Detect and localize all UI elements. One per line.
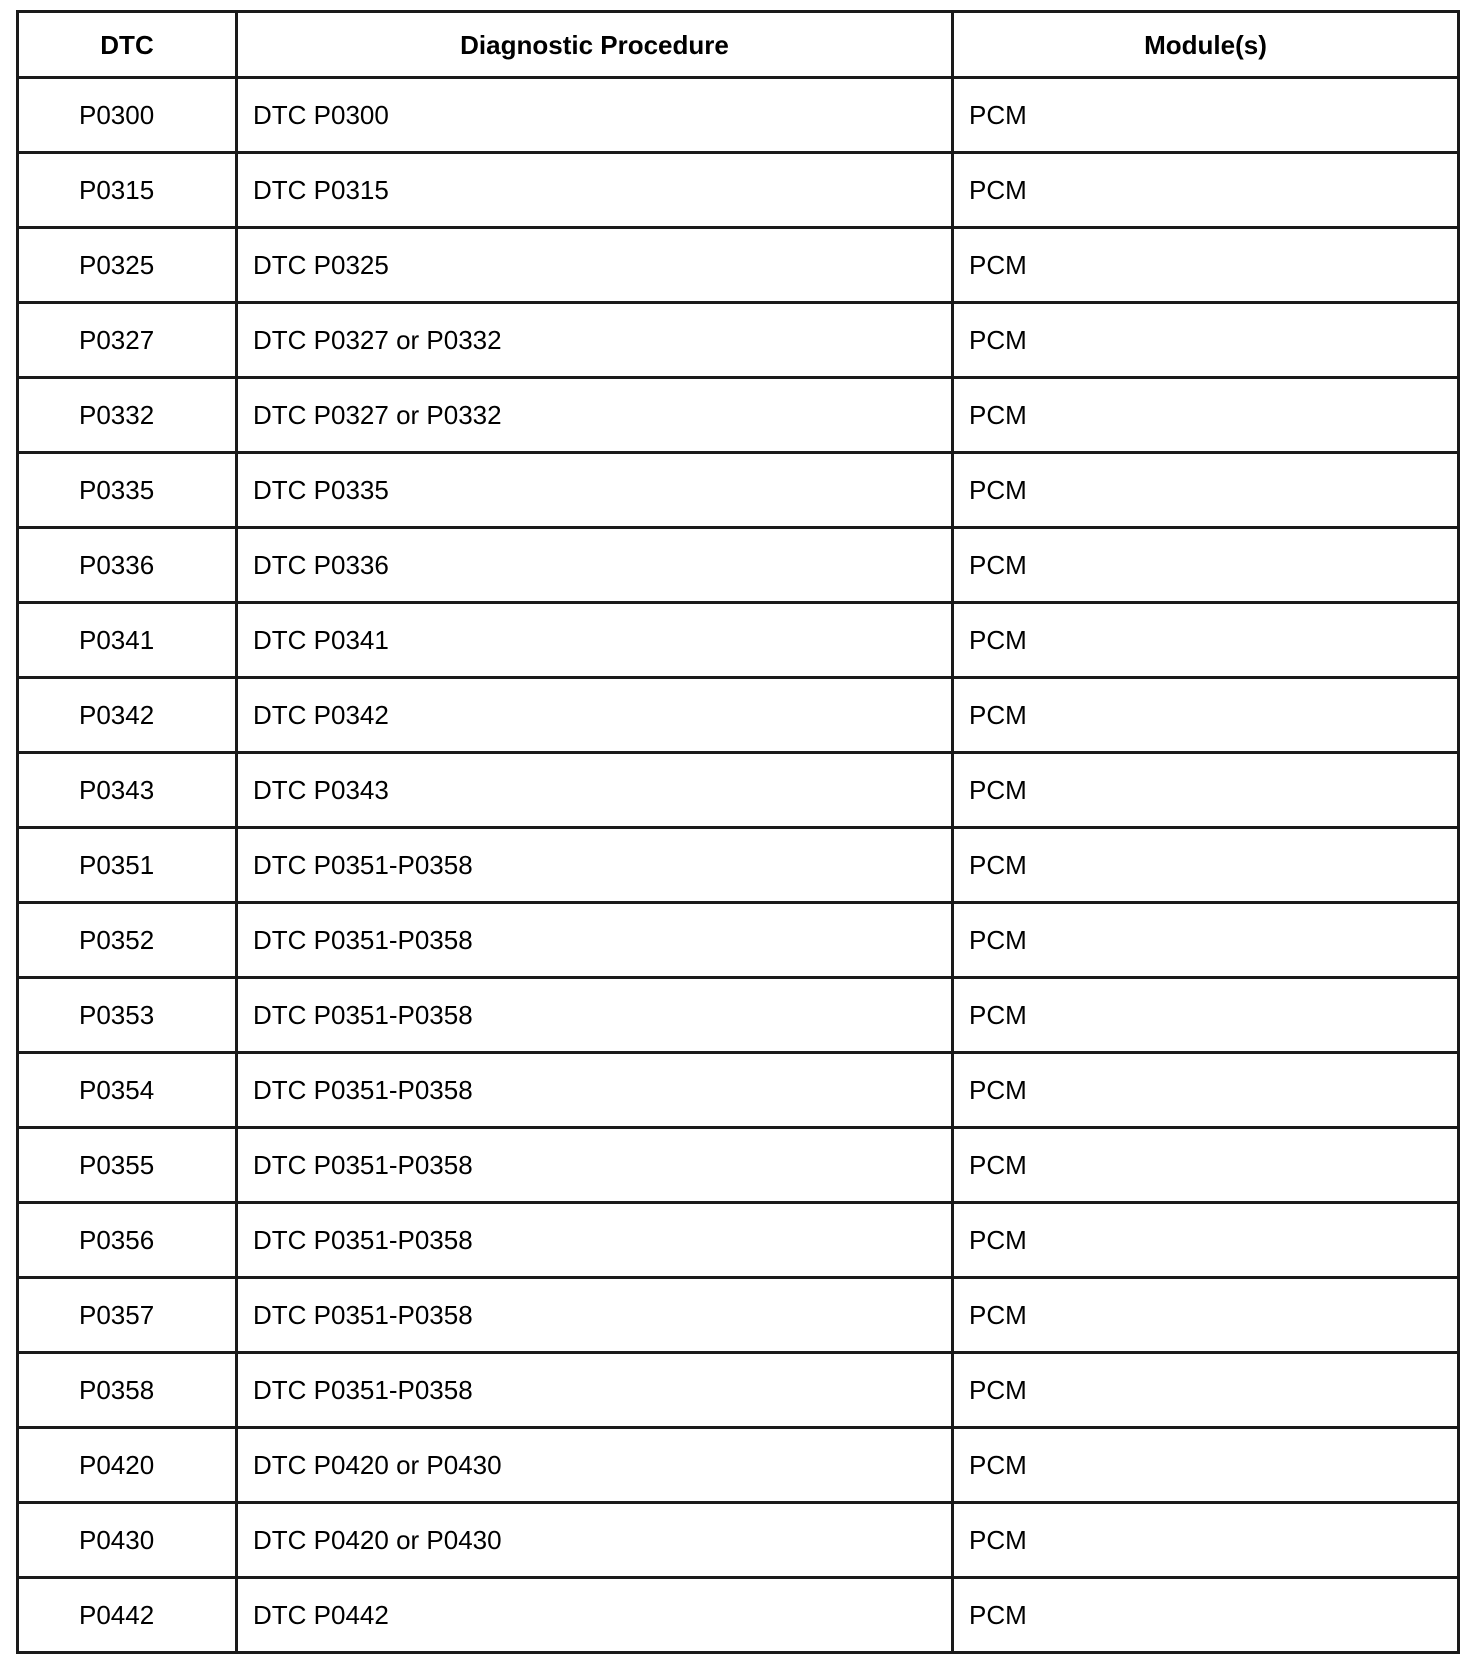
- cell-dtc: P0442: [18, 1578, 237, 1653]
- cell-dtc: P0342: [18, 678, 237, 753]
- cell-modules: PCM: [953, 453, 1459, 528]
- cell-modules: PCM: [953, 1053, 1459, 1128]
- table-row: [18, 78, 1459, 153]
- table-row: [18, 1578, 1459, 1653]
- cell-modules: PCM: [953, 78, 1459, 153]
- table-row: [18, 1428, 1459, 1503]
- cell-modules: PCM: [953, 603, 1459, 678]
- cell-dtc: P0355: [18, 1128, 237, 1203]
- cell-dtc: P0351: [18, 828, 237, 903]
- cell-procedure: DTC P0351-P0358: [237, 1053, 953, 1128]
- table-row: [18, 1278, 1459, 1353]
- cell-modules: PCM: [953, 678, 1459, 753]
- cell-dtc: P0430: [18, 1503, 237, 1578]
- cell-dtc: P0352: [18, 903, 237, 978]
- cell-procedure: DTC P0342: [237, 678, 953, 753]
- cell-procedure: DTC P0327 or P0332: [237, 303, 953, 378]
- table-row: [18, 528, 1459, 603]
- cell-dtc: P0325: [18, 228, 237, 303]
- table-row: [18, 1203, 1459, 1278]
- cell-procedure: DTC P0351-P0358: [237, 903, 953, 978]
- cell-modules: PCM: [953, 528, 1459, 603]
- cell-modules: PCM: [953, 978, 1459, 1053]
- header-dtc: DTC: [18, 12, 237, 78]
- cell-dtc: P0341: [18, 603, 237, 678]
- cell-procedure: DTC P0351-P0358: [237, 978, 953, 1053]
- header-row: [18, 12, 1459, 78]
- table-row: [18, 153, 1459, 228]
- cell-modules: PCM: [953, 1503, 1459, 1578]
- cell-dtc: P0420: [18, 1428, 237, 1503]
- table-row: [18, 1128, 1459, 1203]
- cell-procedure: DTC P0327 or P0332: [237, 378, 953, 453]
- cell-dtc: P0354: [18, 1053, 237, 1128]
- cell-dtc: P0332: [18, 378, 237, 453]
- cell-procedure: DTC P0351-P0358: [237, 828, 953, 903]
- table-row: [18, 453, 1459, 528]
- cell-procedure: DTC P0351-P0358: [237, 1203, 953, 1278]
- cell-procedure: DTC P0315: [237, 153, 953, 228]
- table-row: [18, 753, 1459, 828]
- table-header: [18, 12, 1459, 78]
- table-row: [18, 378, 1459, 453]
- cell-procedure: DTC P0351-P0358: [237, 1278, 953, 1353]
- table-row: [18, 1503, 1459, 1578]
- cell-procedure: DTC P0335: [237, 453, 953, 528]
- cell-modules: PCM: [953, 1128, 1459, 1203]
- table-row: [18, 1053, 1459, 1128]
- cell-dtc: P0327: [18, 303, 237, 378]
- table-row: [18, 228, 1459, 303]
- cell-dtc: P0353: [18, 978, 237, 1053]
- cell-modules: PCM: [953, 303, 1459, 378]
- header-modules: Module(s): [953, 12, 1459, 78]
- cell-procedure: DTC P0300: [237, 78, 953, 153]
- table-body: [18, 78, 1459, 1653]
- cell-procedure: DTC P0420 or P0430: [237, 1428, 953, 1503]
- cell-dtc: P0356: [18, 1203, 237, 1278]
- cell-dtc: P0357: [18, 1278, 237, 1353]
- cell-procedure: DTC P0336: [237, 528, 953, 603]
- cell-dtc: P0358: [18, 1353, 237, 1428]
- cell-procedure: DTC P0341: [237, 603, 953, 678]
- cell-modules: PCM: [953, 153, 1459, 228]
- cell-dtc: P0300: [18, 78, 237, 153]
- table-row: [18, 903, 1459, 978]
- table-row: [18, 678, 1459, 753]
- cell-modules: PCM: [953, 1278, 1459, 1353]
- table-row: [18, 828, 1459, 903]
- cell-procedure: DTC P0343: [237, 753, 953, 828]
- cell-procedure: DTC P0325: [237, 228, 953, 303]
- cell-modules: PCM: [953, 1578, 1459, 1653]
- cell-modules: PCM: [953, 903, 1459, 978]
- cell-modules: PCM: [953, 1203, 1459, 1278]
- cell-modules: PCM: [953, 378, 1459, 453]
- table-row: [18, 603, 1459, 678]
- cell-procedure: DTC P0351-P0358: [237, 1128, 953, 1203]
- cell-modules: PCM: [953, 228, 1459, 303]
- cell-modules: PCM: [953, 1353, 1459, 1428]
- cell-procedure: DTC P0420 or P0430: [237, 1503, 953, 1578]
- cell-procedure: DTC P0351-P0358: [237, 1353, 953, 1428]
- cell-dtc: P0343: [18, 753, 237, 828]
- cell-modules: PCM: [953, 753, 1459, 828]
- dtc-table: [16, 10, 1460, 1654]
- cell-dtc: P0336: [18, 528, 237, 603]
- cell-dtc: P0315: [18, 153, 237, 228]
- cell-modules: PCM: [953, 1428, 1459, 1503]
- cell-dtc: P0335: [18, 453, 237, 528]
- cell-modules: PCM: [953, 828, 1459, 903]
- table-row: [18, 978, 1459, 1053]
- cell-procedure: DTC P0442: [237, 1578, 953, 1653]
- table-row: [18, 303, 1459, 378]
- table-row: [18, 1353, 1459, 1428]
- header-diagnostic-procedure: Diagnostic Procedure: [237, 12, 953, 78]
